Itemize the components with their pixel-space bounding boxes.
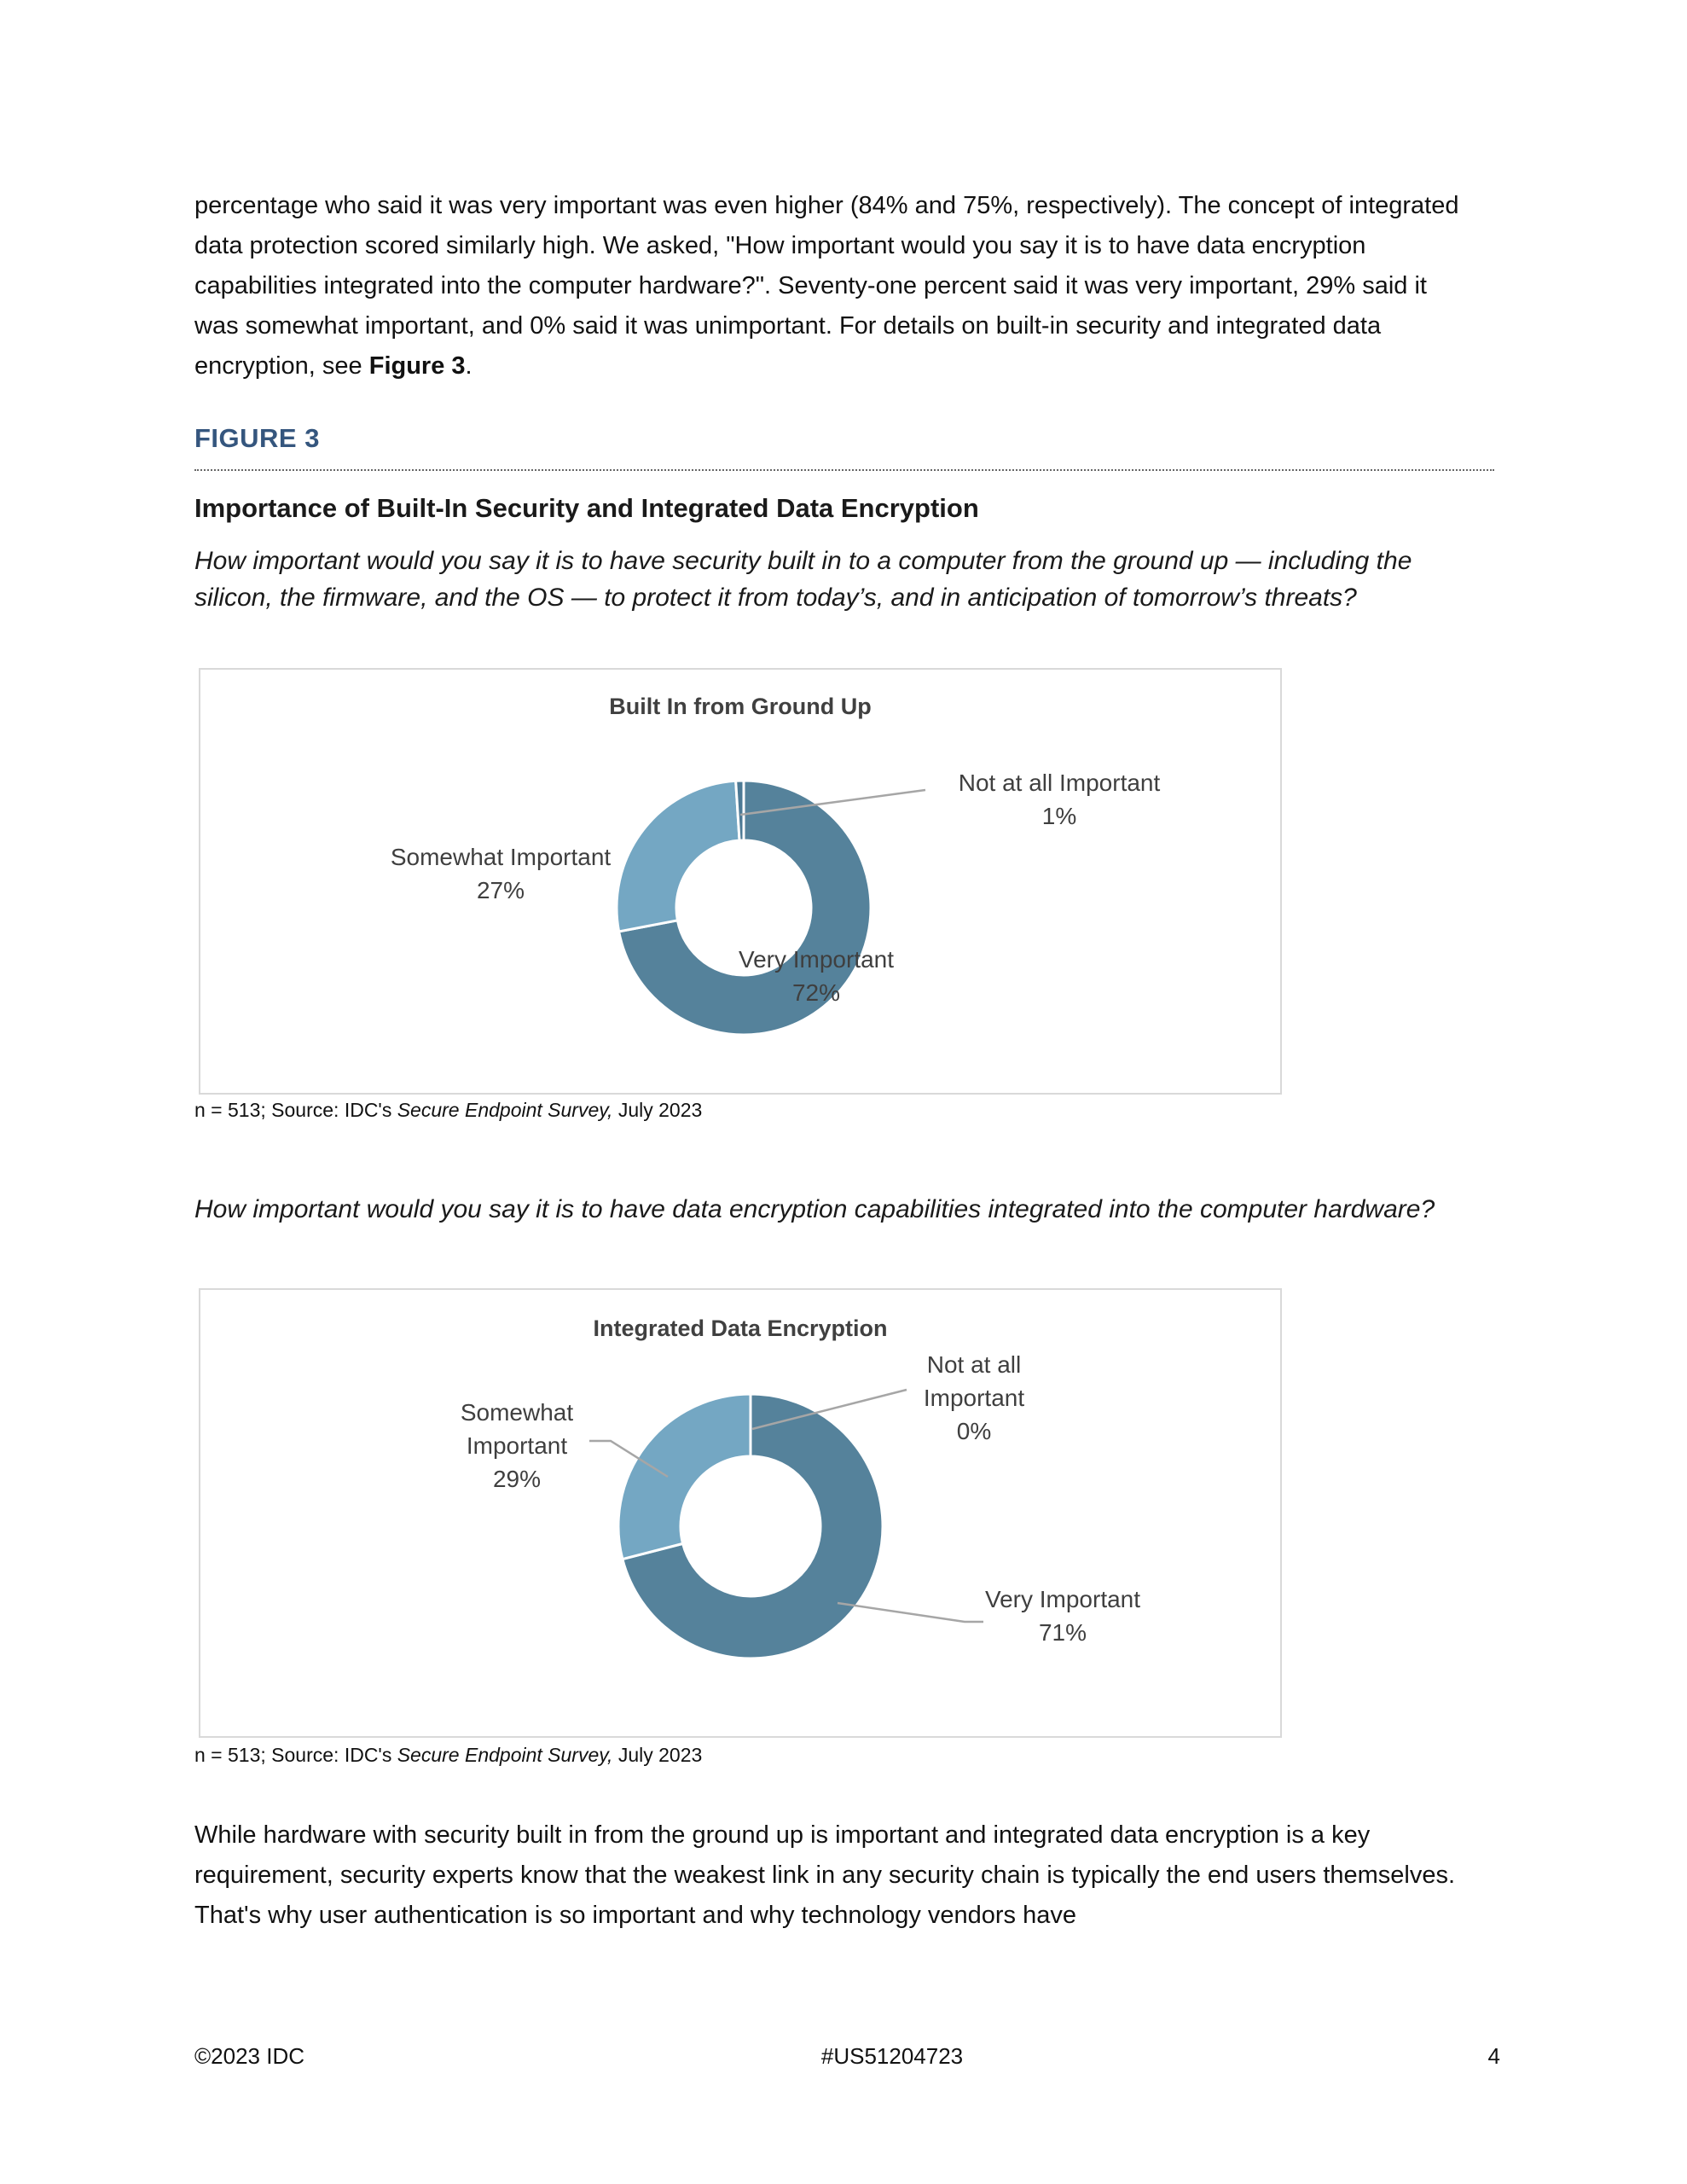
source-suffix: July 2023 [612,1099,703,1121]
data-label-pct: 71% [1038,1619,1087,1646]
data-label-not-at-all [959,766,1161,833]
paragraph-top [194,186,1470,386]
donut-slice-somewhat-important [618,1394,751,1560]
footer-doc-number: #US51204723 [820,2043,964,2069]
figure-question-1: How important would you say it is to have security built in to a computer from the ground up — including the silicon, the firmware, and the OS — to protect it from today’s, and in anticipation of tomorrow’s threats? [194,547,1412,612]
chart-figure-encryption [199,1288,1282,1738]
source-survey-name: Secure Endpoint Survey, [397,1099,613,1121]
figure-title: Importance of Built-In Security and Integrated Data Encryption [194,493,979,523]
dotted-divider [194,469,1494,471]
data-label-text-line2: Important [923,1385,1025,1411]
data-label-pct: 0% [956,1418,992,1444]
data-label-very [985,1583,1140,1649]
source-survey-name: Secure Endpoint Survey, [397,1744,613,1766]
chart-title-encryption: Integrated Data Encryption [593,1316,888,1341]
data-label-very [739,943,894,1009]
data-label-somewhat [391,840,611,907]
data-label-somewhat [461,1396,573,1496]
leader-line-very [838,1603,983,1622]
data-label-pct: 1% [1041,803,1077,829]
footer-copyright: ©2023 IDC [194,2043,304,2069]
source-prefix: n = 513; Source: IDC's [194,1099,397,1121]
donut-slices [618,1394,883,1658]
data-label-text: Not at all Important [958,770,1161,796]
source-note-1 [194,1099,702,1122]
data-label-pct: 29% [492,1466,542,1492]
figure-question-2: How important would you say it is to have data encryption capabilities integrated into the computer hardware? [194,1195,1435,1223]
paragraph-top-period: . [465,352,472,380]
figure-label: FIGURE 3 [194,423,320,453]
source-note-2 [194,1744,702,1767]
donut-chart-encryption [200,1290,1284,1740]
figure-3-reference: Figure 3 [368,352,466,380]
chart-figure-built-in [199,668,1282,1095]
source-prefix: n = 513; Source: IDC's [194,1744,397,1766]
data-label-text-line2: Important [466,1432,568,1459]
chart-title-built-in: Built In from Ground Up [609,694,872,719]
data-label-text: Very Important [984,1586,1141,1612]
data-label-text-line1: Somewhat [460,1399,574,1426]
data-label-not-at-all [924,1348,1024,1448]
data-label-pct: 27% [476,877,525,903]
data-label-text: Somewhat Important [390,844,612,870]
source-suffix: July 2023 [612,1744,703,1766]
donut-chart-built-in [200,670,1284,1096]
data-label-pct: 72% [791,979,841,1006]
paragraph-bottom: While hardware with security built in from the ground up is important and integrated data encryption is a key requirement, security experts know that the weakest link in any security chain is typically the end users themselves. That's why user authentication is so important and why technology vendors have [194,1821,1456,1929]
data-label-text: Very Important [738,946,895,973]
paragraph-top-text: percentage who said it was very important was even higher (84% and 75%, respectively). The concept of integrated data protection scored similarly high. We asked, "How important would you say it is to have data encryption capabilities integrated into the computer hardware?". Seventy-one percent said it was very important, 29% said it was somewhat important, and 0% said it was unimportant. For details on built-in security and integrated data encryption, see [194,192,1459,380]
footer-page-number: 4 [1487,2043,1500,2069]
data-label-text-line1: Not at all [926,1351,1022,1378]
donut-slice-somewhat-important [617,781,739,932]
